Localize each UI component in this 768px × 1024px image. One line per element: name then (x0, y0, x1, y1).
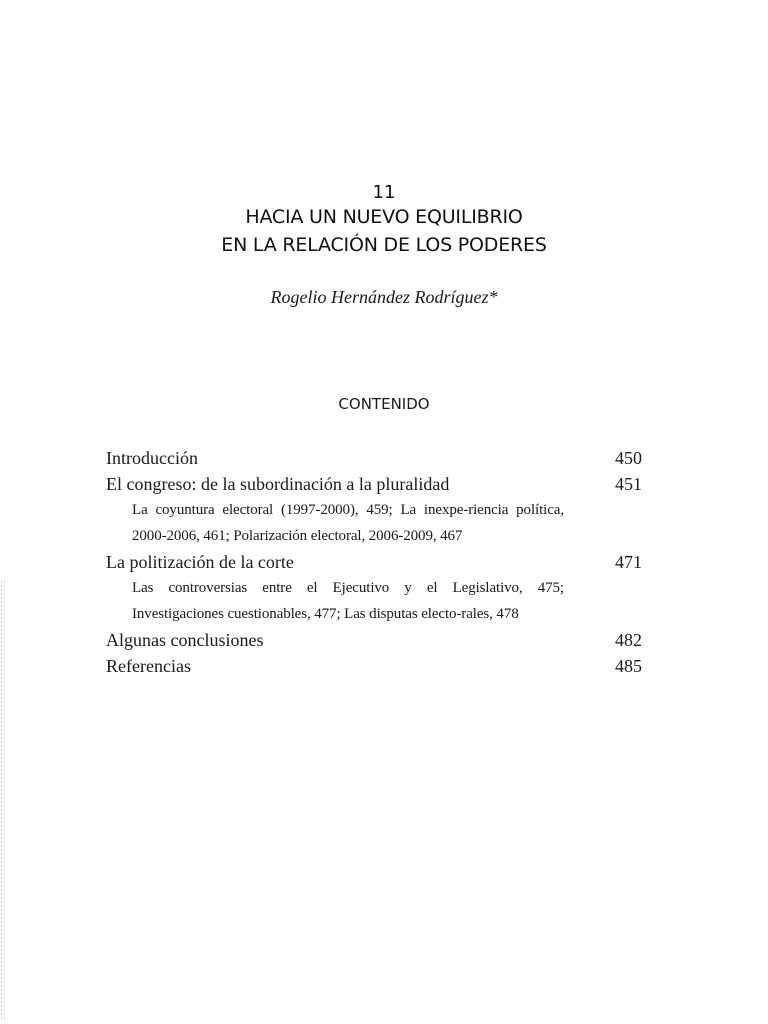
toc-entry-corte (106, 549, 642, 627)
toc-entry-page: 482 (615, 630, 642, 650)
chapter-title-line-2: EN LA RELACIÓN DE LOS PODERES (221, 234, 547, 256)
toc-entry-page: 471 (615, 552, 642, 572)
toc-entry-congreso (106, 471, 642, 549)
toc-subsections: Las controversias entre el Ejecutivo y el Legislativo, 475; Investigaciones cuestionables, 477; Las disputas electo-rales, 478 (132, 580, 564, 622)
toc-entry-conclusiones (106, 627, 642, 653)
table-of-contents (106, 445, 642, 679)
chapter-number: 11 (372, 182, 396, 203)
toc-entry-title: La politización de la corte (106, 552, 294, 572)
toc-entry-introduccion (106, 445, 642, 471)
toc-entry-title: Introducción (106, 448, 198, 468)
chapter-title-line-1: HACIA UN NUEVO EQUILIBRIO (245, 206, 523, 228)
chapter-title (0, 203, 768, 259)
contents-heading: CONTENIDO (338, 395, 430, 413)
scan-edge-speckle (0, 580, 6, 1020)
toc-entry-page: 450 (615, 448, 642, 468)
author-name: Rogelio Hernández Rodríguez* (270, 287, 498, 307)
toc-entry-title: Referencias (106, 656, 191, 676)
toc-entry-page: 451 (615, 474, 642, 494)
toc-subsections: La coyuntura electoral (1997-2000), 459; La inexpe-riencia política, 2000-2006, 461; Polarización electoral, 2006-2009, 467 (132, 502, 564, 544)
toc-entry-referencias (106, 653, 642, 679)
toc-entry-page: 485 (615, 656, 642, 676)
toc-entry-title: El congreso: de la subordinación a la pluralidad (106, 474, 450, 494)
toc-entry-title: Algunas conclusiones (106, 630, 264, 650)
